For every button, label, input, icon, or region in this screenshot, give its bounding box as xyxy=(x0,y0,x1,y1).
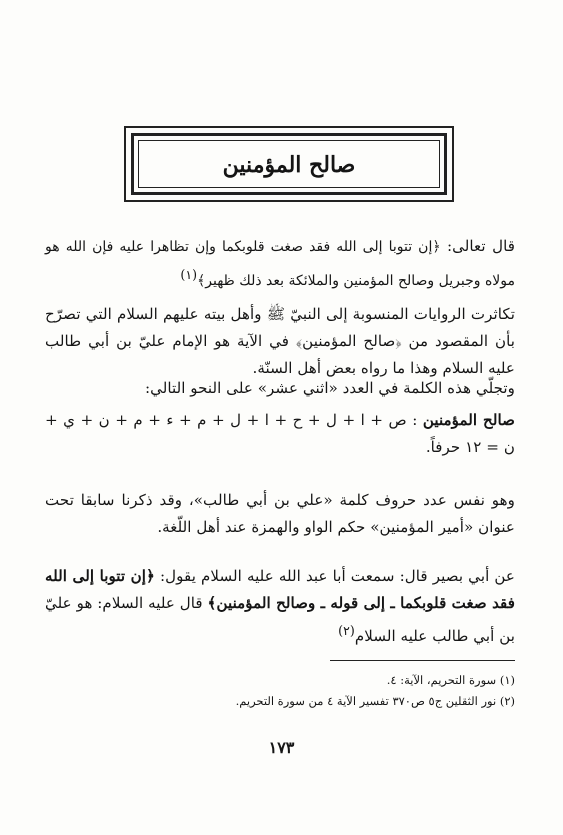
footnote-2: (٢) نور الثقلين ج٥ ص٣٧٠ تفسير الآية ٤ من سورة التحريم. xyxy=(235,694,515,708)
footnote-ref-1: (١) xyxy=(180,267,198,282)
page-number: ١٧٣ xyxy=(268,738,295,757)
paragraph-text: وهو نفس عدد حروف كلمة «علي بن أبي طالب»، وقد ذكرنا سابقا تحت عنوان «أمير المؤمنين» حكم الواو والهمزة عند أهل اللّغة. xyxy=(45,491,515,536)
footnote-ref-2: (٢) xyxy=(338,623,355,638)
quran-verse-paragraph xyxy=(45,233,515,295)
footnote-1: (١) سورة التحريم، الآية: ٤. xyxy=(386,673,515,687)
letter-count-formula xyxy=(45,407,515,461)
narration-verse: ﴿إن تتوبا إلى الله فقد صغت قلوبكما ـ إلى قوله ـ وصالح المؤمنين﴾ xyxy=(45,567,515,612)
paragraph-text: تكاثرت الروايات المنسوبة إلى النبيّ ﷺ وأهل بيته عليهم السلام التي تصرّح بأن المقصود من ﴿صالح المؤمنين﴾ في الآية هو الإمام عليّ بن أبي طالب عليه السلام وهذا ما رواه بعض أهل السنّة. xyxy=(45,305,515,377)
paragraph-narrations xyxy=(45,301,515,382)
verse-intro: قال تعالى: xyxy=(440,237,515,255)
footnote-separator xyxy=(330,660,515,661)
paragraph-number-intro xyxy=(45,375,515,402)
narration-intro: عن أبي بصير قال: سمعت أبا عبد الله عليه السلام يقول: xyxy=(154,567,515,585)
footnotes xyxy=(50,670,515,712)
chapter-title: صالح المؤمنين xyxy=(222,152,356,178)
verse-text: ﴿إن تتوبا إلى الله فقد صغت قلوبكما وإن تظاهرا عليه فإن الله هو مولاه وجبريل وصالح المؤمنين والملائكة بعد ذلك ظهير﴾ xyxy=(45,239,515,290)
paragraph-letter-count xyxy=(45,487,515,541)
narration-answer: قال عليه السلام: هو عليّ بن أبي طالب عليه السلام xyxy=(45,594,515,646)
paragraph-narration-abu-basir xyxy=(45,563,515,650)
paragraph-text: وتجلّي هذه الكلمة في العدد «اثني عشر» على النحو التالي: xyxy=(144,379,515,397)
formula-term: صالح المؤمنين xyxy=(422,411,515,429)
formula-letters: : ص + ا + ل + ح + ا + ل + م + ء + م + ن + ي + ن = ١٢ حرفاً. xyxy=(45,411,515,456)
title-frame xyxy=(124,126,454,202)
